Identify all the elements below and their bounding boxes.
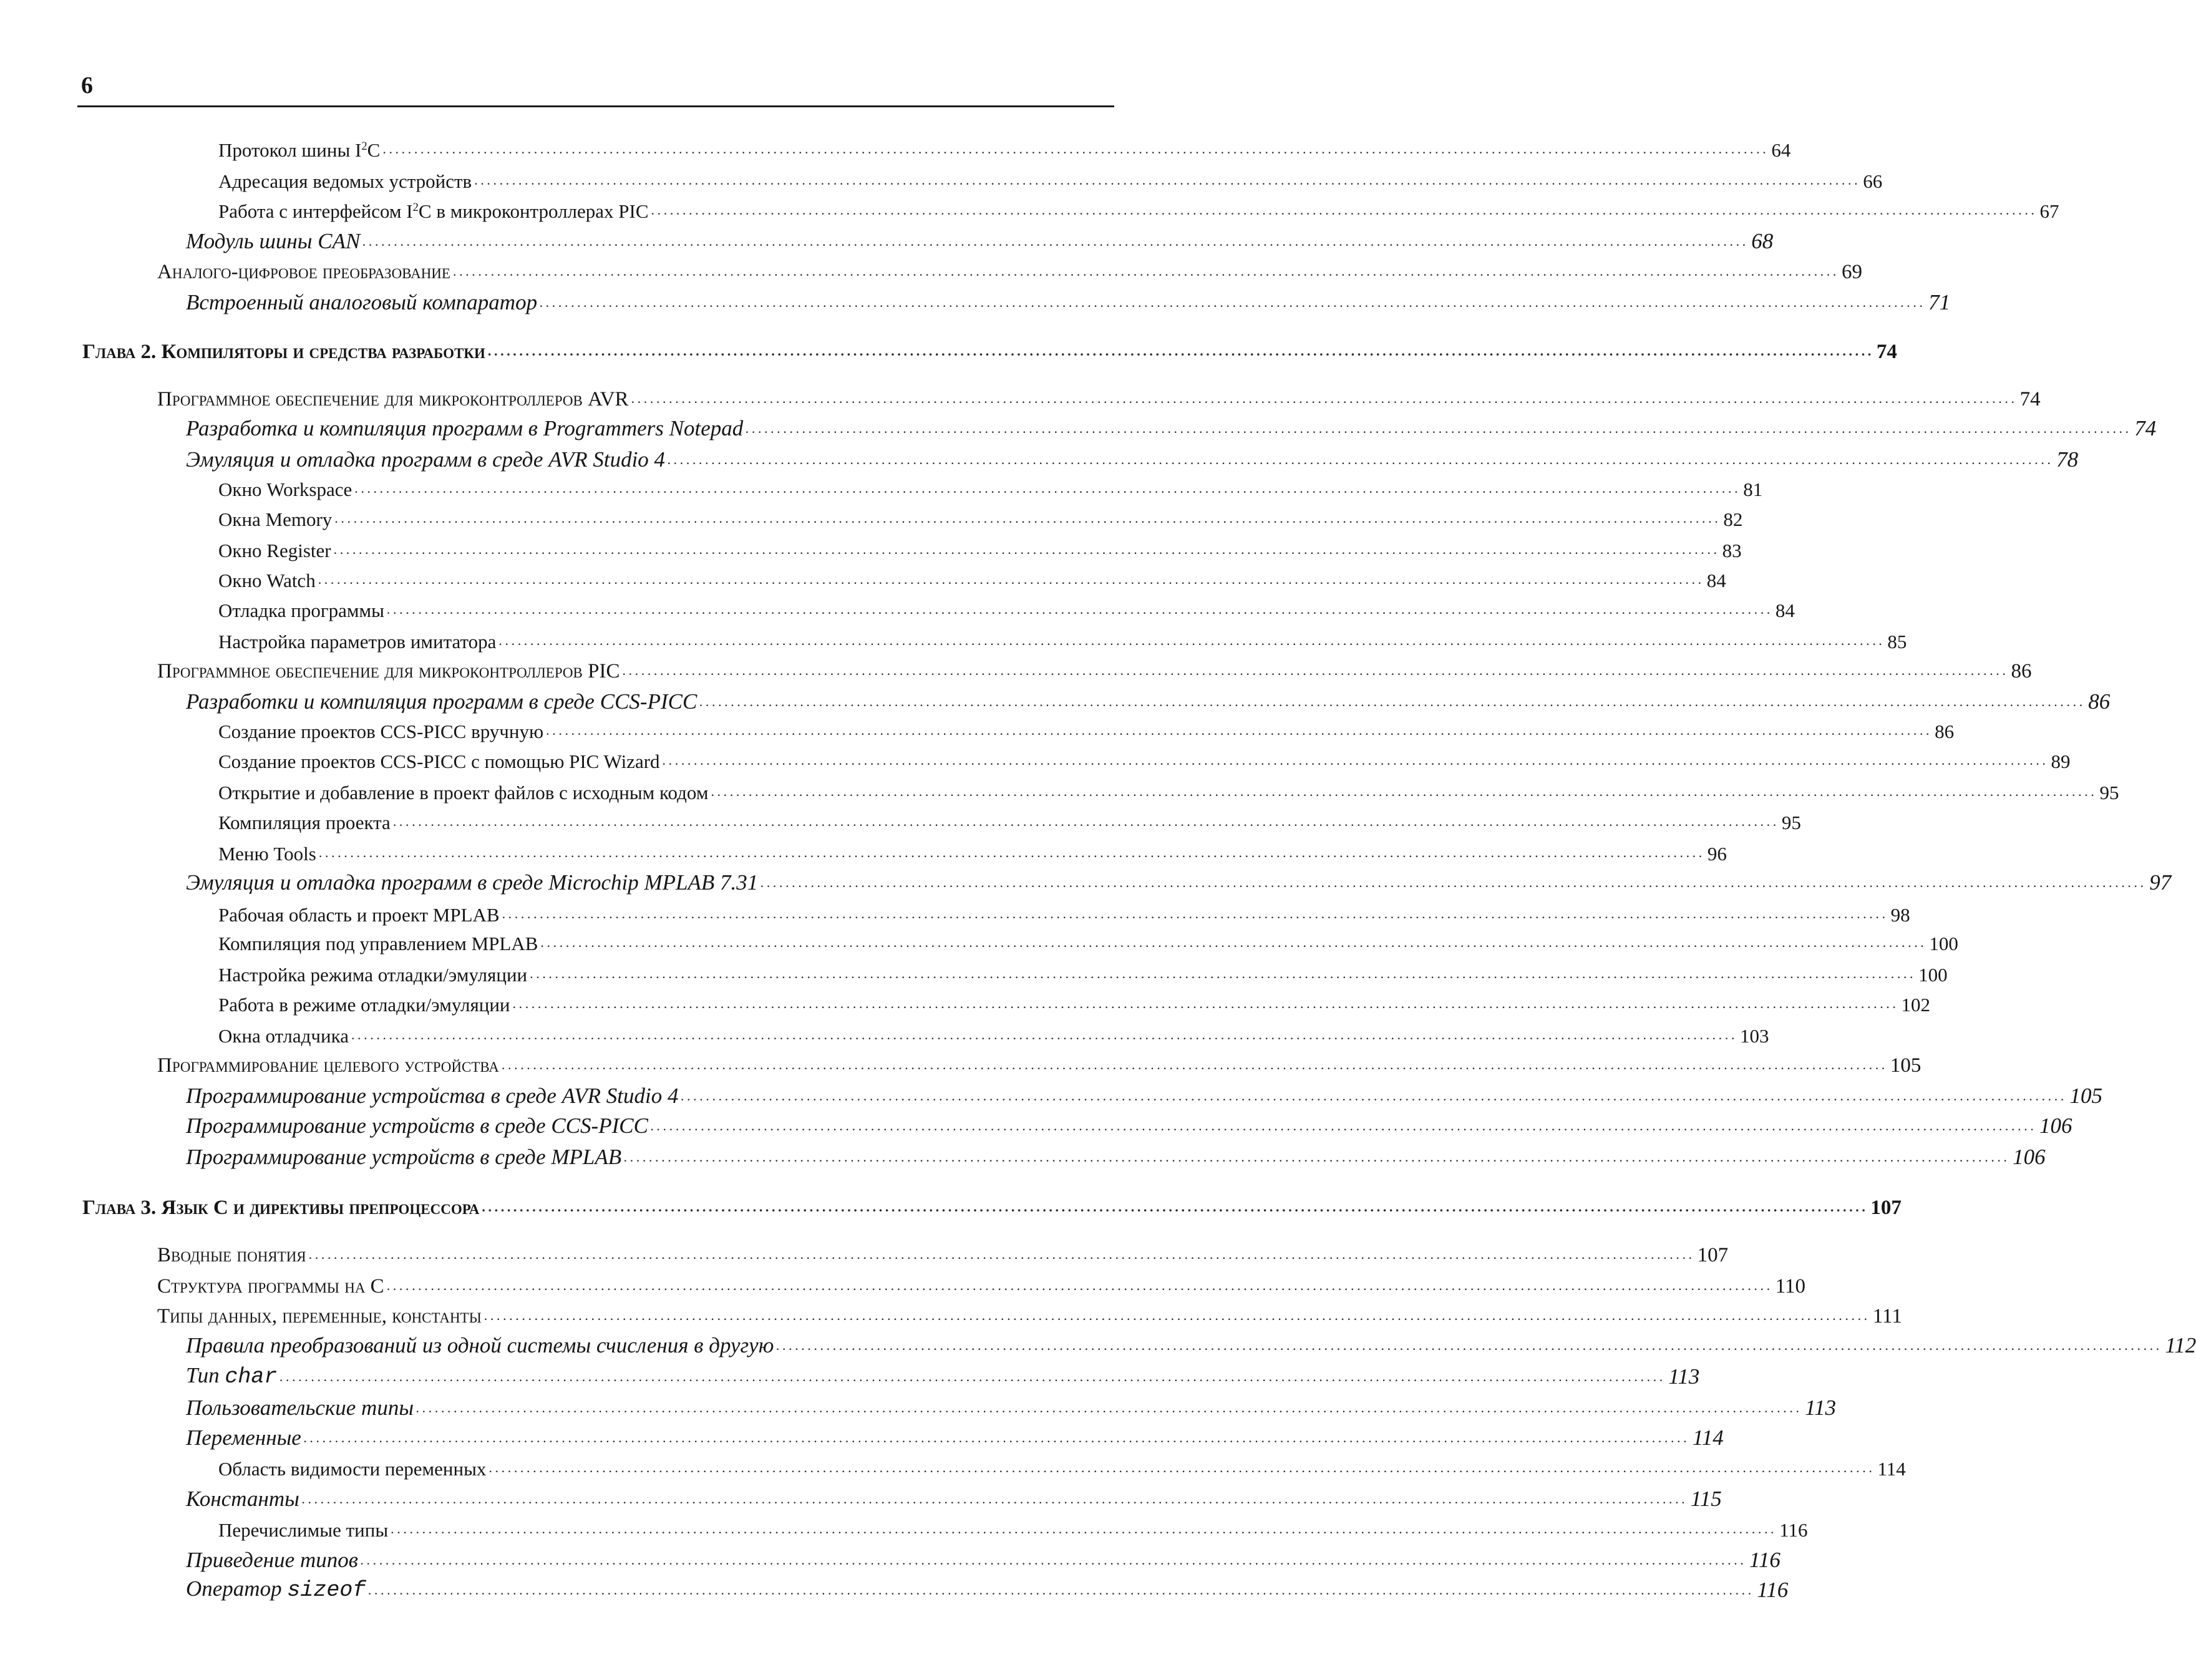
dot-leader: ............................................................................................................................................................................................................................: [651, 202, 2038, 218]
title-text: Программирование устройств в среде CCS-PICC: [186, 1113, 648, 1138]
title-text: Компиляция проекта: [218, 811, 391, 833]
dot-leader: ............................................................................................................................................................................................................................: [362, 233, 1749, 249]
title-text: Меню Tools: [218, 842, 316, 865]
dot-leader: ............................................................................................................................................................................................................................: [650, 1117, 2037, 1134]
toc-entry: [218, 621, 1907, 653]
dot-leader: ............................................................................................................................................................................................................................: [502, 905, 1888, 921]
toc-page-number: 102: [1901, 993, 1930, 1016]
toc-page-number: 95: [2099, 781, 2119, 804]
toc-entry-title: [186, 1426, 301, 1450]
title-text: Компиляция под управлением MPLAB: [218, 932, 538, 954]
toc-entry-title: [186, 1487, 299, 1512]
dot-leader: ............................................................................................................................................................................................................................: [699, 693, 2086, 709]
dot-leader: ............................................................................................................................................................................................................................: [662, 752, 2049, 768]
title-text: Работа с интерфейсом I: [218, 200, 413, 222]
toc-entry-title: [218, 509, 332, 530]
toc-entry: [186, 1571, 1789, 1603]
dot-leader: ............................................................................................................................................................................................................................: [624, 1148, 2011, 1165]
toc-entry-title: [186, 690, 697, 714]
title-text: C в микроконтроллерах PIC: [418, 200, 649, 222]
toc-page-number: 114: [1692, 1425, 1724, 1450]
dot-leader: ............................................................................................................................................................................................................................: [540, 934, 1927, 950]
title-text: Окна отладчика: [218, 1024, 349, 1047]
title-text: Пользовательские типы: [186, 1395, 414, 1420]
toc-page-number: 85: [1887, 630, 1907, 653]
toc-page-number: 107: [1870, 1196, 1902, 1219]
toc-entry: [157, 1046, 1922, 1077]
title-text: Область видимости переменных: [218, 1457, 487, 1480]
toc-page-number: 64: [1771, 138, 1791, 161]
toc-entry: [218, 191, 2059, 222]
toc-entry: [218, 1510, 1808, 1541]
title-text: Программирование целевого устройства: [157, 1054, 499, 1077]
toc-page-number: 96: [1707, 842, 1727, 865]
title-text: Протокол шины I: [218, 138, 362, 161]
dot-leader: ............................................................................................................................................................................................................................: [391, 1520, 1777, 1537]
toc-entry: [218, 499, 1743, 530]
dot-leader: ............................................................................................................................................................................................................................: [546, 722, 1933, 738]
toc-entry-title: [218, 171, 472, 192]
dot-leader: ............................................................................................................................................................................................................................: [776, 1337, 2163, 1353]
title-text: Оператор: [186, 1576, 288, 1601]
title-text: Эмуляция и отладка программ в среде AVR Studio 4: [186, 447, 666, 472]
toc-page-number: 100: [1918, 963, 1948, 986]
toc-entry: [218, 161, 1883, 192]
dot-leader: ............................................................................................................................................................................................................................: [386, 601, 1773, 617]
superscript: 2: [412, 200, 419, 214]
dot-leader: ............................................................................................................................................................................................................................: [392, 813, 1779, 829]
dot-leader: ............................................................................................................................................................................................................................: [318, 844, 1705, 860]
toc-entry-title: [186, 417, 743, 441]
toc-entry: [157, 1266, 1805, 1298]
title-text: Настройка режима отладки/эмуляции: [218, 963, 528, 986]
toc-page-number: 84: [1706, 569, 1726, 591]
toc-entry-title: [218, 812, 391, 833]
toc-entry-title: [186, 291, 537, 315]
title-text: Переменные: [186, 1425, 301, 1450]
toc-entry: [157, 1235, 1729, 1266]
toc-entry-title: [218, 721, 543, 742]
toc-page-number: 86: [1935, 720, 1955, 742]
title-text: Окно Workspace: [218, 478, 352, 500]
toc-entry-title: [218, 479, 352, 500]
toc-page-number: 67: [2039, 200, 2059, 222]
superscript: 2: [361, 139, 367, 153]
toc-page-number: 111: [1872, 1304, 1902, 1328]
dot-leader: ............................................................................................................................................................................................................................: [333, 541, 1720, 557]
toc-page-number: 69: [1841, 260, 1862, 283]
dot-leader: ............................................................................................................................................................................................................................: [760, 874, 2147, 890]
toc-entry-title: [186, 1114, 648, 1139]
title-text: Отладка программы: [218, 599, 384, 621]
toc-entry-title: [157, 388, 629, 410]
toc-entry-title: [218, 1026, 349, 1047]
dot-leader: ............................................................................................................................................................................................................................: [498, 632, 1885, 648]
dot-leader: ............................................................................................................................................................................................................................: [334, 510, 1721, 526]
title-text: Программное обеспечение для микроконтроллеров PIC: [157, 659, 620, 682]
toc-entry: [218, 984, 1930, 1016]
title-text: Константы: [186, 1486, 299, 1511]
toc-entry: [186, 283, 1951, 314]
dot-leader: ............................................................................................................................................................................................................................: [382, 140, 1769, 157]
dot-leader: ............................................................................................................................................................................................................................: [622, 662, 2009, 678]
dot-leader: ............................................................................................................................................................................................................................: [501, 1056, 1888, 1072]
title-text: Создание проектов CCS-PICC с помощью PIC Wizard: [218, 750, 660, 772]
toc-entry: [186, 440, 2079, 472]
dot-leader: ............................................................................................................................................................................................................................: [681, 1087, 2067, 1104]
title-text: Настройка параметров имитатора: [218, 630, 497, 653]
toc-page-number: 74: [2019, 387, 2041, 410]
toc-entry: [186, 1389, 1836, 1420]
title-text: Глава 3. Язык C и директивы препроцессора: [82, 1196, 480, 1219]
toc-page-number: 84: [1775, 599, 1795, 621]
toc-entry: [186, 1107, 2072, 1138]
title-text: Типы данных, переменные, константы: [157, 1304, 482, 1328]
dot-leader: ............................................................................................................................................................................................................................: [354, 480, 1741, 496]
toc-page-number: 116: [1779, 1518, 1808, 1541]
dot-leader: ............................................................................................................................................................................................................................: [482, 1198, 1868, 1215]
toc-entry: [218, 590, 1795, 621]
dot-leader: ............................................................................................................................................................................................................................: [668, 451, 2054, 467]
toc-page-number: 113: [1668, 1364, 1700, 1389]
toc-entry: [186, 409, 2157, 440]
title-text: Приведение типов: [186, 1547, 358, 1572]
toc-page-number: 116: [1749, 1547, 1781, 1572]
toc-page-number: 86: [2011, 659, 2032, 682]
title-text: Перечислимые типы: [218, 1518, 389, 1541]
toc-entry: [157, 1296, 1902, 1328]
toc-entry-title: [218, 1520, 388, 1541]
toc-page-number: 83: [1722, 539, 1742, 561]
toc-entry: [186, 1357, 1700, 1389]
toc-entry: [218, 560, 1726, 591]
toc-chapter: [82, 332, 1897, 363]
toc-entry: [186, 1326, 2196, 1357]
dot-leader: ............................................................................................................................................................................................................................: [303, 1429, 1690, 1445]
toc-entry-title: [186, 1084, 678, 1109]
toc-page-number: 74: [2134, 415, 2157, 440]
toc-entry: [186, 1138, 2046, 1169]
dot-leader: ............................................................................................................................................................................................................................: [488, 1459, 1875, 1475]
toc-entry: [157, 252, 1862, 283]
toc-entry-title: [82, 1197, 479, 1219]
toc-entry-title: [218, 631, 496, 653]
toc-entry-title: [218, 751, 660, 772]
toc-entry-title: [186, 1577, 366, 1603]
toc-entry: [218, 895, 1910, 926]
toc-page-number: 110: [1775, 1275, 1805, 1298]
toc-entry: [218, 530, 1742, 561]
title-text: Разработка и компиляция программ в Programmers Notepad: [186, 415, 744, 440]
toc-page-number: 112: [2165, 1333, 2196, 1357]
toc-entry-title: [157, 1305, 482, 1328]
toc-entry: [186, 1541, 1781, 1572]
toc-page-number: 114: [1877, 1457, 1906, 1480]
toc-page-number: 100: [1929, 932, 1958, 954]
dot-leader: ............................................................................................................................................................................................................................: [386, 1277, 1773, 1293]
toc-entry: [218, 1016, 1769, 1047]
title-text: Эмуляция и отладка программ в среде Microchip MPLAB 7.31: [186, 870, 759, 895]
dot-leader: ............................................................................................................................................................................................................................: [416, 1399, 1803, 1415]
dot-leader: ............................................................................................................................................................................................................................: [474, 172, 1861, 188]
toc-entry: [218, 954, 1948, 986]
toc-page-number: 89: [2051, 750, 2071, 772]
toc-entry: [186, 863, 2172, 895]
toc-entry-title: [157, 1275, 384, 1298]
toc-entry-title: [186, 1364, 277, 1389]
toc-entry-title: [218, 140, 380, 161]
toc-entry-title: [186, 871, 758, 895]
dot-leader: ............................................................................................................................................................................................................................: [368, 1581, 1755, 1598]
dot-leader: ............................................................................................................................................................................................................................: [540, 294, 1926, 310]
toc-page-number: 98: [1890, 903, 1910, 926]
toc-page-number: 103: [1739, 1024, 1769, 1047]
toc-entry: [157, 651, 2032, 682]
toc-entry: [218, 833, 1727, 865]
toc-page-number: 81: [1743, 478, 1763, 500]
title-text: Тип: [186, 1362, 225, 1387]
title-text: Программирование устройств в среде MPLAB: [186, 1144, 622, 1169]
dot-leader: ............................................................................................................................................................................................................................: [711, 783, 2097, 799]
toc-page-number: 113: [1805, 1395, 1836, 1420]
title-text: Вводные понятия: [157, 1243, 306, 1266]
toc-entry-title: [218, 1459, 486, 1480]
toc-chapter: [82, 1188, 1902, 1219]
toc-entry: [218, 802, 1801, 833]
dot-leader: ............................................................................................................................................................................................................................: [360, 1551, 1747, 1568]
header-rule: [77, 105, 1114, 107]
toc-entry-title: [218, 905, 500, 926]
toc-entry-title: [218, 964, 527, 986]
toc-entry: [186, 1419, 1724, 1450]
page-number: 6: [81, 72, 93, 99]
toc-entry-title: [186, 230, 360, 254]
toc-entry-title: [157, 1054, 499, 1077]
toc-entry: [218, 923, 1958, 954]
toc-entry: [218, 1449, 1906, 1480]
dot-leader: ............................................................................................................................................................................................................................: [301, 1490, 1688, 1507]
toc-entry: [218, 772, 2119, 804]
toc-entry: [157, 379, 2041, 410]
dot-leader: ............................................................................................................................................................................................................................: [487, 342, 1874, 359]
dot-leader: ............................................................................................................................................................................................................................: [351, 1026, 1737, 1042]
toc-page-number: 78: [2056, 447, 2079, 472]
toc-entry: [186, 1480, 1722, 1511]
dot-leader: ............................................................................................................................................................................................................................: [308, 1246, 1695, 1262]
toc-entry: [186, 1077, 2102, 1108]
dot-leader: ............................................................................................................................................................................................................................: [512, 995, 1899, 1011]
dot-leader: ............................................................................................................................................................................................................................: [452, 263, 1839, 279]
toc-entry-title: [157, 660, 619, 682]
toc-page-number: 105: [2069, 1083, 2102, 1108]
dot-leader: ............................................................................................................................................................................................................................: [318, 571, 1704, 587]
toc-entry-title: [218, 201, 649, 222]
dot-leader: ............................................................................................................................................................................................................................: [483, 1307, 1870, 1323]
toc-page-number: 74: [1876, 340, 1897, 363]
title-text: Рабочая область и проект MPLAB: [218, 903, 500, 926]
dot-leader: ............................................................................................................................................................................................................................: [279, 1368, 1666, 1384]
title-text: Работа в режиме отладки/эмуляции: [218, 993, 510, 1016]
title-text: Окно Watch: [218, 569, 316, 591]
toc-entry: [218, 711, 1955, 742]
title-text: Открытие и добавление в проект файлов с исходным кодом: [218, 781, 709, 804]
toc-entry-title: [82, 341, 485, 363]
toc-page-number: 106: [2039, 1113, 2072, 1138]
toc-page-number: 95: [1781, 811, 1801, 833]
title-text: C: [367, 138, 381, 161]
toc-entry: [218, 469, 1763, 500]
toc-entry-title: [218, 540, 331, 561]
toc-entry-title: [186, 1548, 358, 1573]
toc-entry-title: [186, 448, 665, 472]
toc-entry-title: [218, 994, 510, 1016]
title-text: Программное обеспечение для микроконтроллеров AVR: [157, 387, 629, 410]
title-text: Глава 2. Компиляторы и средства разработки: [82, 340, 485, 363]
toc-page-number: 115: [1690, 1486, 1722, 1511]
toc-page-number: 107: [1697, 1243, 1729, 1266]
title-text: Окна Memory: [218, 508, 333, 530]
title-text: Создание проектов CCS-PICC вручную: [218, 720, 544, 742]
toc-page-number: 97: [2149, 870, 2172, 895]
toc-entry-title: [218, 782, 708, 804]
code-token: char: [225, 1364, 278, 1389]
title-text: Адресация ведомых устройств: [218, 170, 472, 192]
toc-page-number: 86: [2088, 689, 2111, 714]
dot-leader: ............................................................................................................................................................................................................................: [530, 965, 1917, 981]
toc-entry-title: [218, 600, 384, 621]
toc-entry-title: [157, 1244, 306, 1266]
title-text: Программирование устройства в среде AVR Studio 4: [186, 1083, 679, 1108]
toc-entry: [218, 741, 2071, 772]
title-text: Правила преобразований из одной системы счисления в другую: [186, 1333, 774, 1357]
toc-entry-title: [186, 1396, 414, 1420]
toc-entry: [186, 682, 2111, 714]
toc-page-number: 66: [1863, 170, 1883, 192]
dot-leader: ............................................................................................................................................................................................................................: [631, 390, 2018, 406]
toc-page-number: 105: [1890, 1054, 1922, 1077]
toc-entry: [186, 222, 1774, 253]
toc-page-number: 82: [1723, 508, 1743, 530]
title-text: Аналого-цифровое преобразование: [157, 260, 450, 283]
toc-entry-title: [218, 570, 316, 591]
toc-entry-title: [186, 1145, 621, 1170]
title-text: Встроенный аналоговый компаратор: [186, 289, 538, 314]
code-token: sizeof: [287, 1577, 366, 1603]
toc-page-number: 116: [1757, 1577, 1789, 1602]
toc-entry: [218, 130, 1791, 161]
toc-page-number: 106: [2013, 1144, 2046, 1169]
title-text: Структура программы на C: [157, 1275, 384, 1298]
toc-page-number: 71: [1928, 289, 1951, 314]
title-text: Окно Register: [218, 539, 331, 561]
title-text: Разработки и компиляция программ в среде CCS-PICC: [186, 689, 697, 714]
dot-leader: ............................................................................................................................................................................................................................: [746, 420, 2132, 436]
toc-entry-title: [218, 933, 538, 954]
toc-page-number: 68: [1751, 228, 1774, 253]
toc-entry-title: [218, 843, 316, 865]
title-text: Модуль шины CAN: [186, 228, 361, 253]
toc-entry-title: [157, 261, 450, 283]
toc-entry-title: [186, 1334, 774, 1358]
